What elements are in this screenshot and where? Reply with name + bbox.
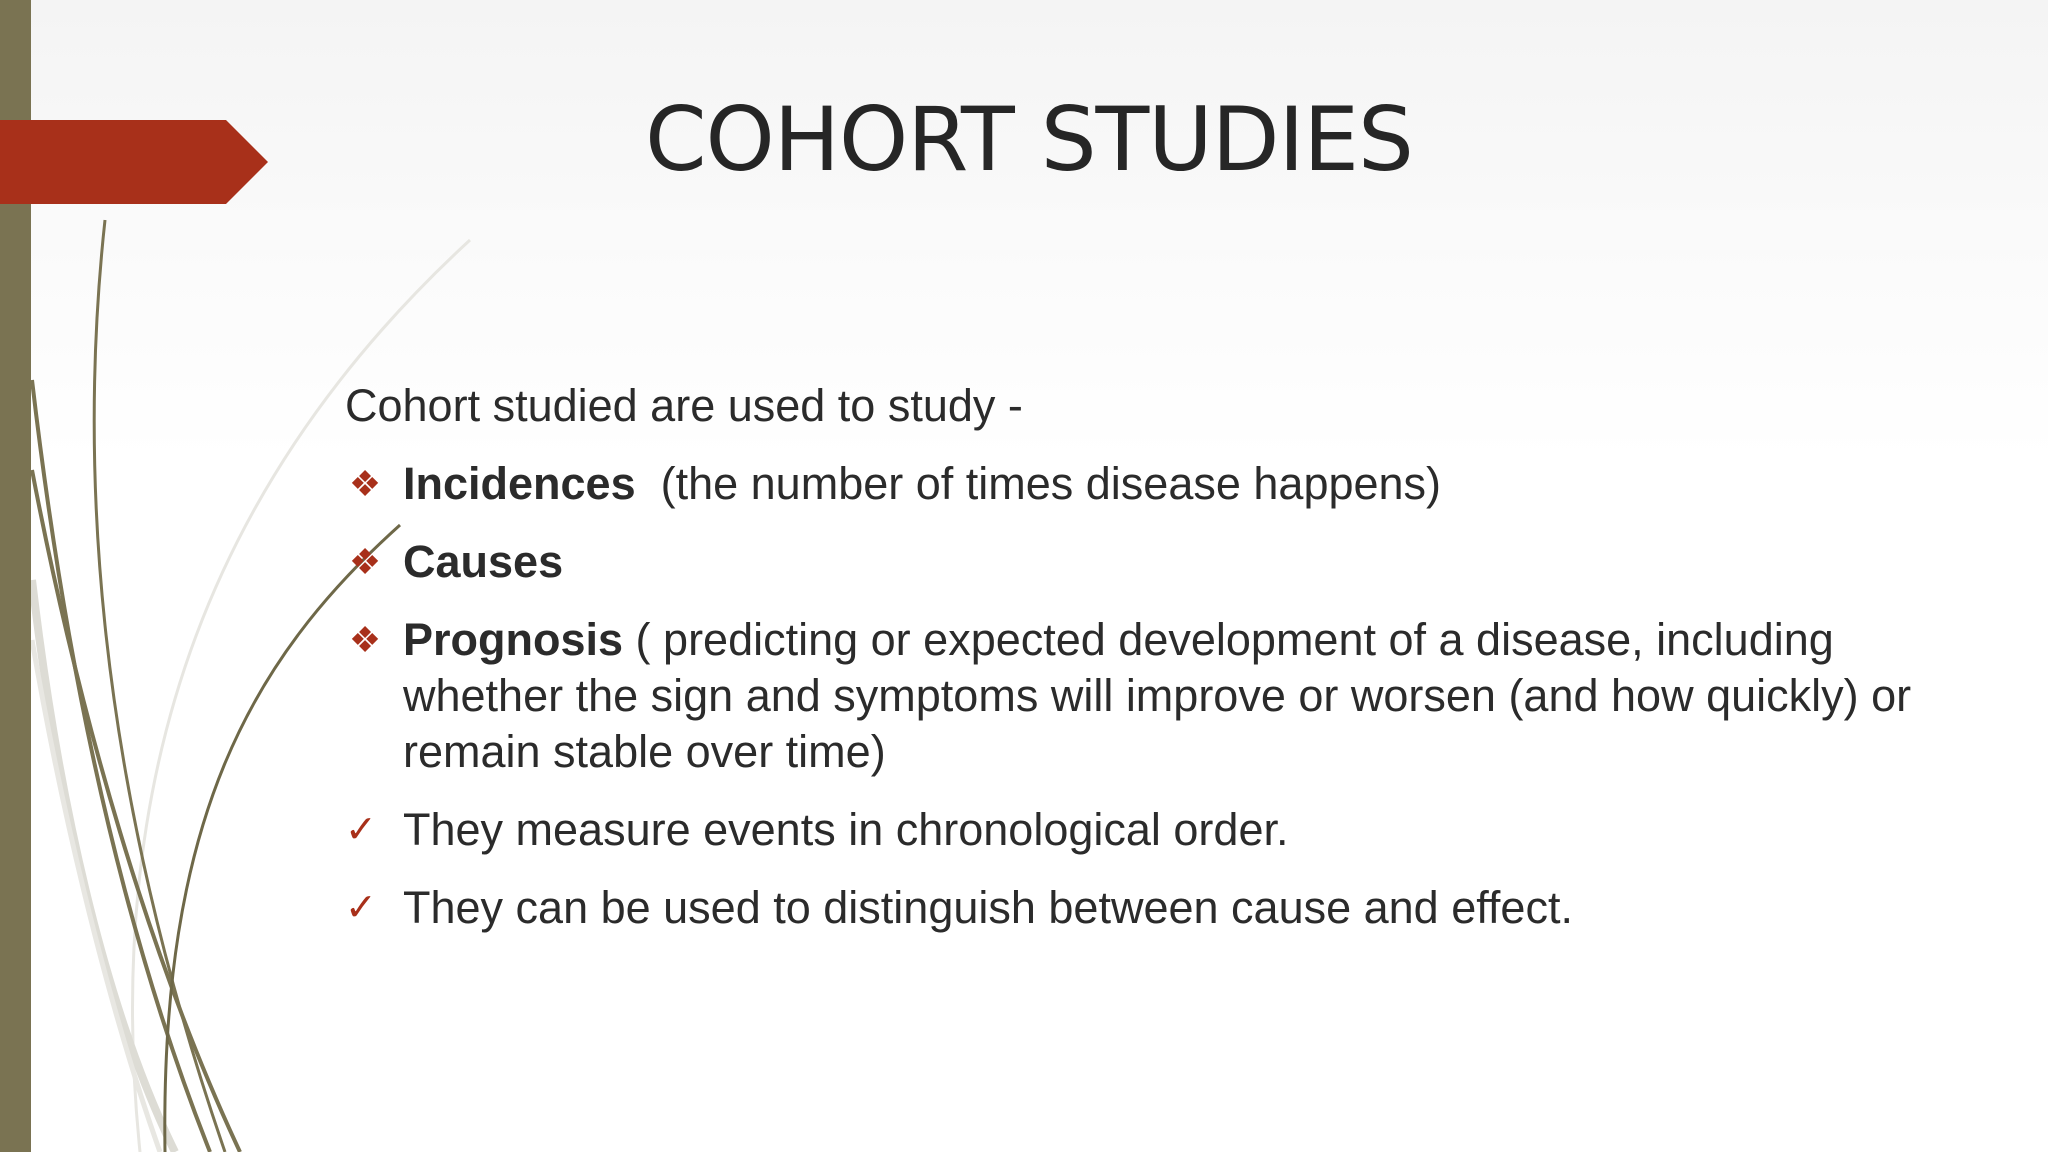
list-item-prognosis	[345, 612, 1965, 780]
four-diamond-bullet-icon: ❖	[348, 541, 382, 582]
item-term: Causes	[403, 536, 564, 587]
check-mark-icon: ✓	[345, 887, 377, 929]
slide-body	[345, 378, 1965, 958]
four-diamond-bullet-icon: ❖	[348, 463, 382, 504]
intro-text: Cohort studied are used to study -	[345, 380, 1023, 431]
item-term: Prognosis	[403, 614, 624, 665]
item-text: They can be used to distinguish between cause and effect.	[403, 882, 1573, 933]
item-text: They measure events in chronological order.	[403, 804, 1289, 855]
list-item-causes	[345, 534, 1965, 590]
check-mark-icon: ✓	[345, 809, 377, 851]
list-item-cause-effect	[345, 880, 1965, 936]
list-item-chronological	[345, 802, 1965, 858]
four-diamond-bullet-icon: ❖	[348, 619, 382, 660]
list-item-incidences	[345, 456, 1965, 512]
item-text: (the number of times disease happens)	[635, 458, 1442, 509]
item-term: Incidences	[403, 458, 636, 509]
item-text: ( predicting or expected development of a disease, including whether the sign and symptoms will improve or worsen (and how quickly) or remain stable over time)	[403, 614, 1912, 777]
slide-title: COHORT STUDIES	[645, 88, 1413, 191]
